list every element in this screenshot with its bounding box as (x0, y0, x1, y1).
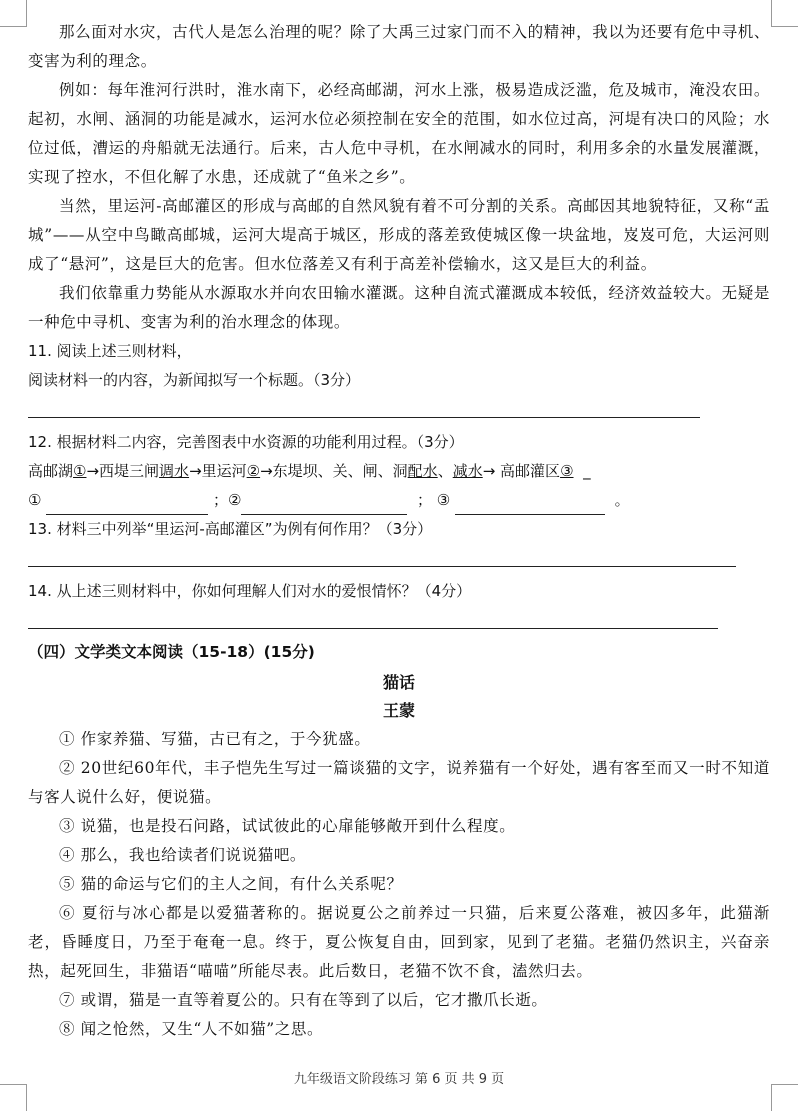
flow-step-lake: 高邮湖 (28, 462, 74, 480)
flow-step-irrigation-area: → 高邮灌区 (482, 462, 561, 480)
flow-step-west-gates: →西堤三闸 (86, 462, 160, 480)
passage-paragraph-4: 我们依靠重力势能从水源取水并向农田输水灌溉。这种自流式灌溉成本较低，经济效益较大。无疑是一种危中寻机、变害为利的治水理念的体现。 (28, 284, 770, 331)
flow-blank-2[interactable]: ② (246, 462, 261, 480)
question-12-answers (28, 486, 770, 515)
story-paragraph-7: ⑦ 或谓，猫是一直等着夏公的。只有在等到了以后，它才撒爪长逝。 (59, 991, 548, 1009)
passage-paragraph-3: 当然，里运河-高邮灌区的形成与高邮的自然风貌有着不可分割的关系。高邮因其地貌特征，又称“盂城”——从空中鸟瞰高邮城，运河大堤高于城区，形成的落差致使城区像一块盆地，岌岌可危，大运河则成了“悬河”，这是巨大的危害。但水位落差又有利于高差补偿输水，这又是巨大的利益。 (28, 197, 770, 273)
question-11-intro: 11. 阅读上述三则材料， (28, 342, 192, 360)
section-4-heading: （四）文学类文本阅读（15-18）(15分) (28, 643, 315, 661)
answer-blank-3[interactable] (455, 514, 605, 515)
crop-mark-top-left (0, 0, 27, 27)
story-paragraph-3: ③ 说猫，也是投石问路，试试彼此的心扉能够敞开到什么程度。 (59, 817, 516, 835)
crop-mark-top-right (771, 0, 798, 27)
story-paragraph-4: ④ 那么，我也给读者们说说猫吧。 (59, 846, 307, 864)
question-14: 14. 从上述三则材料中，你如何理解人们对水的爱恨情怀？（4分） (28, 582, 472, 600)
flow-tail: _ (583, 462, 591, 480)
story-title: 猫话 (382, 673, 415, 692)
answer-line-14[interactable] (28, 610, 718, 629)
question-11: 阅读材料一的内容，为新闻拟写一个标题。（3分） (28, 371, 361, 389)
question-12: 12. 根据材料二内容，完善图表中水资源的功能利用过程。（3分） (28, 433, 464, 451)
flow-blank-3[interactable]: ③ (560, 462, 574, 480)
question-13: 13. 材料三中列举“里运河-高邮灌区”为例有何作用？（3分） (28, 520, 433, 538)
flow-step-east-dams: →东堤坝、关、闸、洞 (260, 462, 408, 480)
flow-separator: 、 (437, 462, 453, 480)
story-paragraph-5: ⑤ 猫的命运与它们的主人之间，有什么关系呢？ (59, 875, 403, 893)
passage-paragraph-1: 那么面对水灾，古代人是怎么治理的呢？除了大禹三过家门而不入的精神，我以为还要有危中寻机、变害为利的理念。 (28, 23, 770, 70)
story-paragraph-8: ⑧ 闻之怆然，又生“人不如猫”之思。 (59, 1020, 324, 1038)
answer-end-mark: 。 (614, 491, 630, 509)
story-author: 王蒙 (382, 701, 415, 720)
answer-marker-2: ；② (213, 491, 242, 509)
page-content (28, 18, 770, 1044)
flow-label-reduction: 减水 (452, 462, 483, 480)
answer-line-11[interactable] (28, 399, 700, 418)
flow-label-diversion: 调水 (159, 462, 190, 480)
passage-paragraph-2: 例如：每年淮河行洪时，淮水南下，必经高邮湖，河水上涨，极易造成泛滥，危及城市，淹没农田。起初，水闸、涵洞的功能是减水，运河水位必须控制在安全的范围，如水位过高，河堤有决口的风险；水位过低，漕运的舟船就无法通行。后来，古人危中寻机，在水闸减水的同时，利用多余的水量发展灌溉，实现了控水，不但化解了水患，还成就了“鱼米之乡”。 (28, 81, 770, 186)
answer-marker-3: ； ③ (417, 491, 451, 509)
answer-line-13[interactable] (28, 548, 736, 567)
page-footer: 九年级语文阶段练习 第 6 页 共 9 页 (293, 1072, 505, 1087)
story-paragraph-2: ② 20世纪60年代，丰子恺先生写过一篇谈猫的文字，说养猫有一个好处，遇有客至而又一时不知道与客人说什么好，便说猫。 (28, 759, 770, 806)
crop-mark-bottom-right (771, 1084, 798, 1111)
answer-marker-1: ① (28, 491, 42, 509)
story-paragraph-6: ⑥ 夏衍与冰心都是以爱猫著称的。据说夏公之前养过一只猫，后来夏公落难，被囚多年，此猫渐老，昏睡度日，乃至于奄奄一息。终于，夏公恢复自由，回到家，见到了老猫。老猫仍然识主，兴奋亲热，起死回生，非猫语“喵喵”所能尽表。此后数日，老猫不饮不食，溘然归去。 (28, 904, 770, 980)
flow-label-distribution: 配水 (407, 462, 438, 480)
story-paragraph-1: ① 作家养猫、写猫，古已有之，于今犹盛。 (59, 730, 371, 748)
question-12-flow (28, 457, 770, 486)
crop-mark-bottom-left (0, 1084, 27, 1111)
flow-step-canal: →里运河 (189, 462, 247, 480)
flow-blank-1[interactable]: ① (73, 462, 87, 480)
